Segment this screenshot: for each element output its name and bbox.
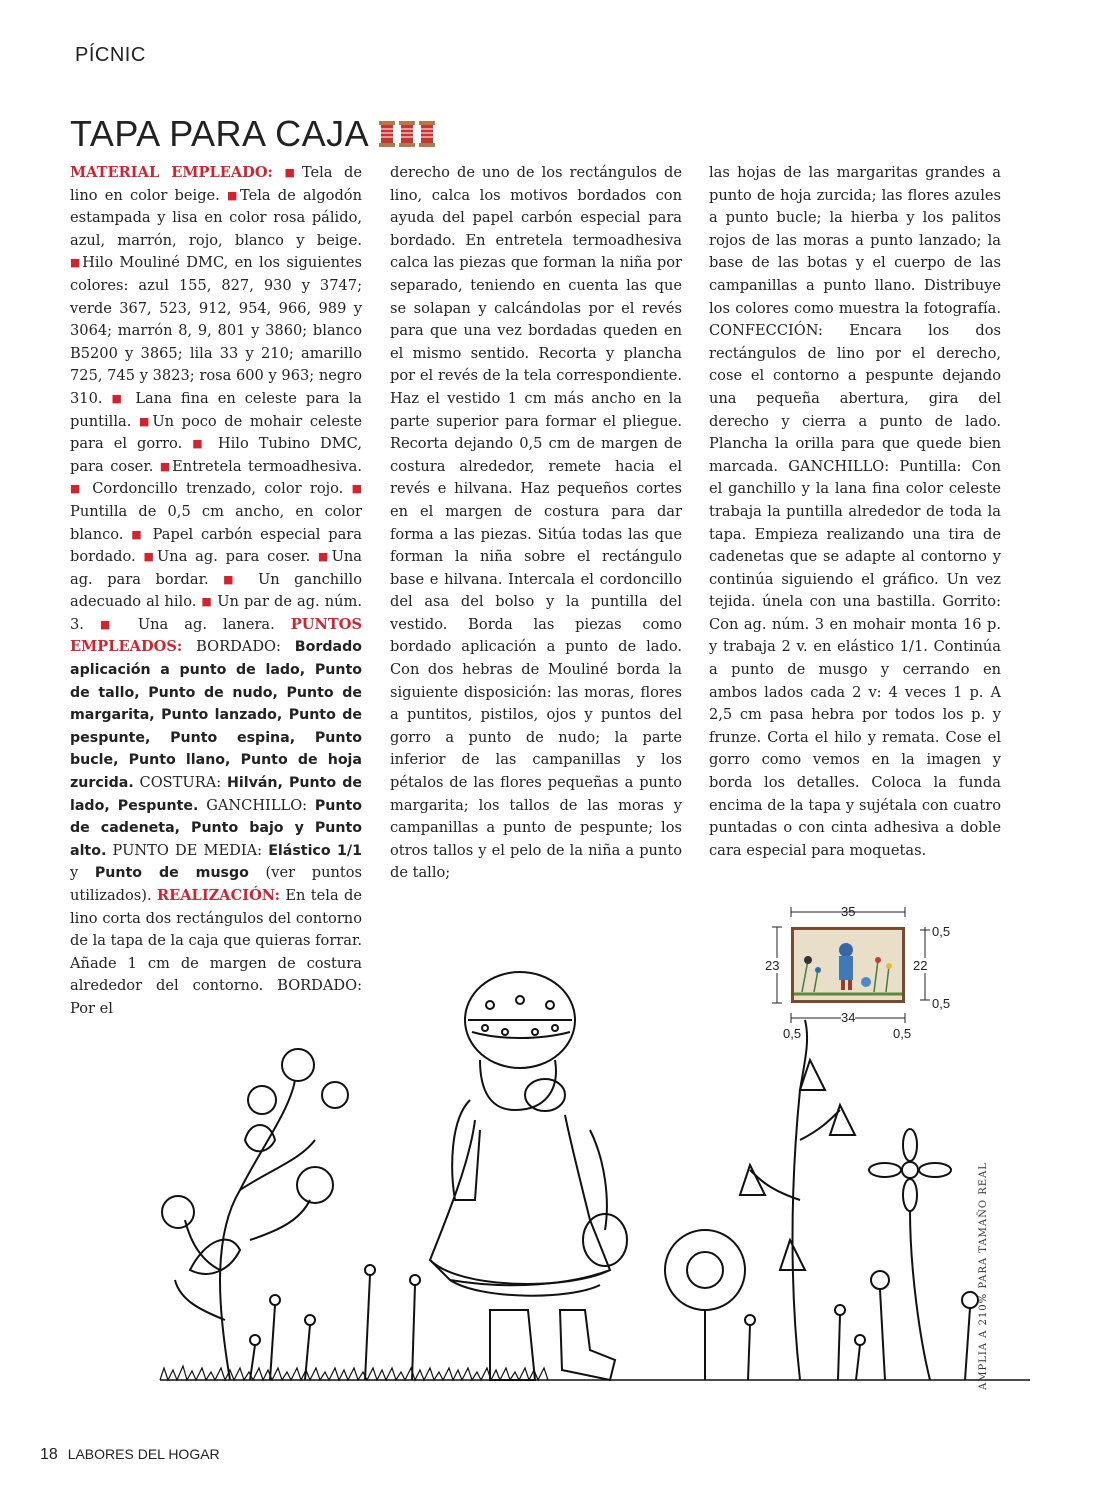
bullet-icon: ■ <box>284 166 302 179</box>
text-segment: Hilván, Punto de lado, Pespunte. <box>70 775 362 814</box>
text-column-3 <box>709 162 1001 862</box>
text-segment: Puntilla de 0,5 cm ancho, en color blanco. <box>70 502 362 543</box>
dim-top: 35 <box>841 904 856 919</box>
dim-right: 22 <box>913 958 928 973</box>
text-segment: COSTURA: <box>133 774 227 792</box>
text-segment: (ver puntos utilizados). <box>70 864 363 904</box>
text-segment: Hilo Tubino DMC, para coser. <box>70 435 362 475</box>
article-title: TAPA PARA CAJA <box>70 113 370 154</box>
bullet-icon: ■ <box>223 572 244 586</box>
bullet-icon: ■ <box>227 188 240 202</box>
text-segment: Papel carbón especial para bordado. <box>70 525 362 566</box>
text-segment: En tela de lino corta dos rectángulos del contorno de la tapa de la caja que quieras forrar. Añade 1 cm de margen de costura alrededor del contorno. BORDADO: Por el <box>70 887 362 1017</box>
bullet-icon: ■ <box>201 595 213 609</box>
text-segment: Cordoncillo trenzado, color rojo. <box>84 480 352 498</box>
bullet-icon: ■ <box>159 459 173 473</box>
magazine-name: LABORES DEL HOGAR <box>67 1446 220 1462</box>
spool-icon <box>379 121 395 147</box>
text-segment: Entretela termoadhesiva. <box>172 457 362 475</box>
text-segment: Una ag. para coser. <box>157 548 319 566</box>
dim-left: 23 <box>765 958 780 973</box>
dim-bottom-left-margin: 0,5 <box>783 1026 802 1041</box>
text-segment <box>273 164 285 181</box>
instructions-paragraph-2: derecho de uno de los rectángulos de lino, calca los motivos bordados con ayuda del papel carbón especial para bordado. En entretela termoadhesiva calca las piezas que forman la niña por separado, teniendo en cuenta las que se solapan y calcándolas por el revés para que una vez bordadas queden en el mismo sentido. Recorta y plancha por el revés de la tela correspondiente. Haz el vestido 1 cm más ancho en la parte superior para formar el pliegue. Recorta dejando 0,5 cm de margen de costura alrededor, remete hacia el revés e hilvana. Haz pequeños cortes en el margen de costura para dar forma a las piezas. Sitúa todas las que forman la niña sobre el rectángulo base e hilvana. Intercala el cordoncillo del asa del bolso y la puntilla del vestido. Borda las piezas como bordado aplicación a punto de lado. Con dos hebras de Mouliné borda la siguiente disposición: las moras, flores a puntitos, pistilos, ojos y puntos del gorro a punto de nudo; la parte inferior de las campanillas y los pétalos de las flores pequeñas a punto margarita; los tallos de las moras y campanillas a punto de pespunte; los otros tallos y el pelo de la niña a punto de tallo; <box>390 164 682 882</box>
bullet-icon: ■ <box>70 256 83 270</box>
text-segment: Tela de algodón estampada y lisa en color rosa pálido, azul, marrón, rojo, blanco y beige. <box>70 186 362 249</box>
spool-icon <box>419 121 435 147</box>
text-segment: GANCHILLO: <box>198 796 315 814</box>
scale-caption: AMPLIA A 210% PARA TAMAÑO REAL <box>978 1162 989 1390</box>
text-segment: BORDADO: <box>182 638 295 656</box>
dim-bottom-right: 0,5 <box>932 996 951 1011</box>
dim-bottom: 34 <box>841 1010 856 1025</box>
dim-top-right: 0,5 <box>932 924 951 939</box>
bullet-icon: ■ <box>318 550 332 564</box>
bullet-icon: ■ <box>70 482 85 496</box>
text-segment: Elástico 1/1 <box>268 842 362 859</box>
bullet-icon: ■ <box>99 617 122 631</box>
section-heading: MATERIAL EMPLEADO: <box>70 164 273 181</box>
text-segment: PUNTO DE MEDIA: <box>106 841 269 859</box>
text-column-1 <box>70 162 362 1021</box>
text-segment: Punto de musgo <box>94 865 249 882</box>
text-segment: Tela de lino en color beige. <box>70 164 362 204</box>
title-row <box>70 113 435 155</box>
text-segment: Hilo Mouliné DMC, en los siguientes colores: azul 155, 827, 930 y 3747; verde 367, 523, 912, 954, 966, 989 y 3064; marrón 8, 9, 801 y 3860; blanco B5200 y 3865; lila 33 y 210; amarillo 725, 745 y 3823; rosa 600 y 963; negro 310. <box>70 254 362 407</box>
text-segment: Un par de ag. núm. 3. <box>70 593 362 633</box>
text-segment: Una ag. para bordar. <box>70 548 362 588</box>
section-heading: PUNTOS EMPLEADOS: <box>70 615 362 656</box>
text-segment: y <box>70 864 95 882</box>
text-segment: Un poco de mohair celeste para el gorro. <box>70 412 362 453</box>
page-footer <box>40 1446 220 1464</box>
text-segment: Un ganchillo adecuado al hilo. <box>70 570 362 611</box>
text-segment: Bordado aplicación a punto de lado, Punto de tallo, Punto de nudo, Punto de margarita, Punto lanzado, Punto de pespunte, Punto espina, Punto bucle, Punto llano, Punto de hoja zurcida. <box>70 639 362 792</box>
text-segment: Punto de cadeneta, Punto bajo y Punto alto. <box>70 797 362 859</box>
dim-bottom-right-margin: 0,5 <box>893 1026 912 1041</box>
bullet-icon: ■ <box>131 527 145 541</box>
text-segment: Una ag. lanera. <box>121 615 291 633</box>
difficulty-spools-icon <box>379 121 435 147</box>
section-label: PÍCNIC <box>75 44 146 66</box>
page-number: 18 <box>40 1446 58 1463</box>
materials-paragraph <box>70 162 362 1021</box>
text-column-2 <box>390 162 682 885</box>
text-segment: Lana fina en celeste para la puntilla. <box>70 389 362 430</box>
spool-icon <box>399 121 415 147</box>
section-heading: REALIZACIÓN: <box>156 887 280 904</box>
bullet-icon: ■ <box>143 550 157 564</box>
bullet-icon: ■ <box>192 437 208 451</box>
bullet-icon: ■ <box>138 414 153 428</box>
instructions-paragraph-3: las hojas de las margaritas grandes a punto de hoja zurcida; las flores azules a punto bucle; la hierba y los palitos rojos de las moras a punto lanzado; la base de las botas y el cuerpo de las campanillas a punto llano. Distribuye los colores como muestra la fotografía. CONFECCIÓN: Encara los dos rectángulos de lino por el derecho, cose el contorno a pespunte dejando una pequeña abertura, gira del derecho y cierra a punto de lado. Plancha la orilla para que quede bien marcada. GANCHILLO: Puntilla: Con el ganchillo y la lana fina color celeste trabaja la puntilla alrededor de toda la tapa. Empieza realizando una tira de cadenetas que se adapte al contorno y continúa siguiendo el gráfico. Un vez tejida. únela con una bastilla. Gorrito: Con ag. núm. 3 en mohair monta 16 p. y trabaja 2 v. en elástico 1/1. Continúa a punto de musgo y cerrando en ambos lados cada 2 v: 4 veces 1 p. A 2,5 cm pasa hebra por todos los p. y frunze. Corta el hilo y remata. Cose el gorro como vemos en la imagen y borda los detalles. Coloca la funda encima de la tapa y sujétala con cuatro puntadas o con cinta adhesiva a doble cara especial para moquetas. <box>709 164 1001 859</box>
embroidery-pattern-illustration <box>150 940 1030 1400</box>
bullet-icon: ■ <box>351 482 362 496</box>
bullet-icon: ■ <box>111 391 127 405</box>
